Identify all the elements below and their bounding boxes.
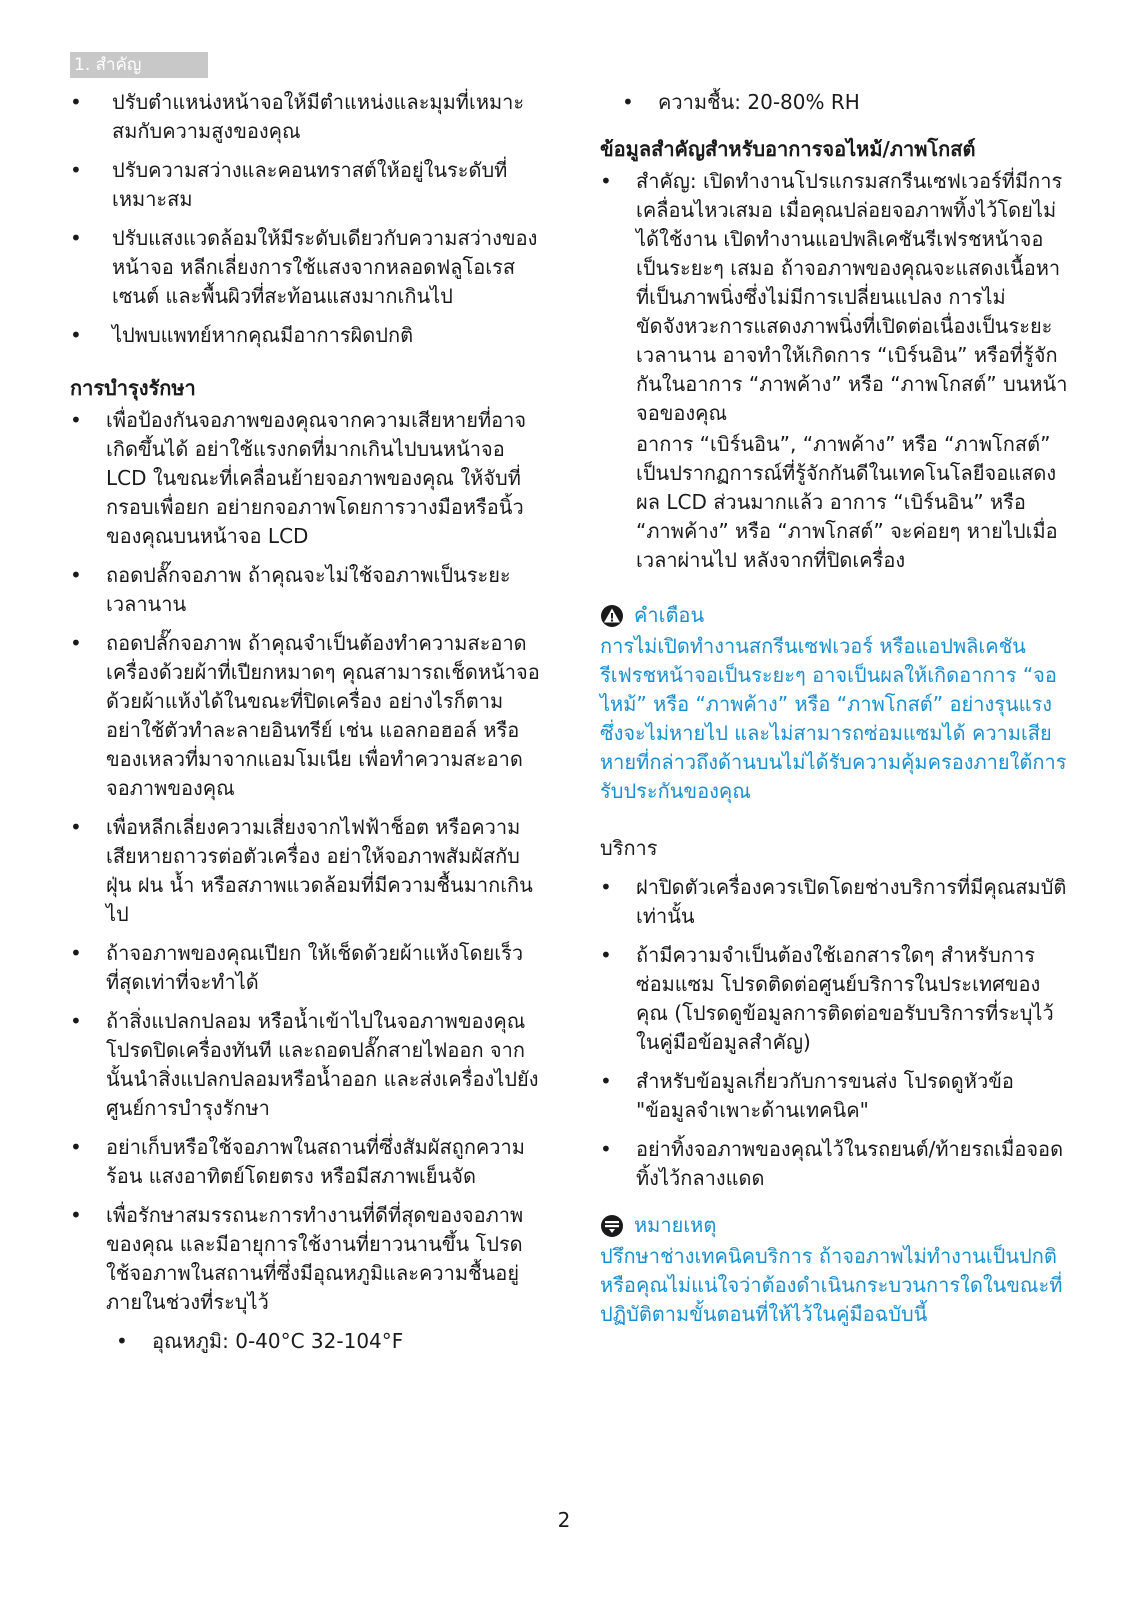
list-item: • สำหรับข้อมูลเกี่ยวกับการขนส่ง โปรดดูหัวข้อ "ข้อมูลจำเพาะด้านเทคนิค" <box>600 1067 1070 1125</box>
list-item: • เพื่อป้องกันจอภาพของคุณจากความเสียหายที่อาจเกิดขึ้นได้ อย่าใช้แรงกดที่มากเกินไปบนหน้าจอ LCD ในขณะที่เคลื่อนย้ายจอภาพของคุณ ให้จับที่กรอบเพื่อยก อย่ายกจอภาพโดยการวางมือหรือนิ้วของคุณบนหน้าจอ LCD <box>70 406 540 551</box>
list-item: • เพื่อหลีกเลี่ยงความเสี่ยงจากไฟฟ้าช็อต หรือความเสียหายถาวรต่อตัวเครื่อง อย่าให้จอภาพสัมผัสกับฝุ่น ฝน น้ำ หรือสภาพแวดล้อมที่มีความชื้นมากเกินไป <box>70 813 540 929</box>
list-item: • ความชื้น: 20-80% RH <box>622 88 1070 117</box>
intro-list <box>70 88 540 350</box>
burnin-heading: ข้อมูลสำคัญสำหรับอาการจอไหม้/ภาพโกสต์ <box>600 137 976 161</box>
service-heading: บริการ <box>600 836 658 860</box>
maintenance-list <box>70 406 540 1317</box>
list-item-continuation: อาการ “เบิร์นอิน”, “ภาพค้าง” หรือ “ภาพโกสต์” เป็นปรากฏการณ์ที่รู้จักกันดีในเทคโนโลยีจอแสดงผล LCD ส่วนมากแล้ว อาการ “เบิร์นอิน” หรือ “ภาพค้าง” หรือ “ภาพโกสต์” จะค่อยๆ หายไปเมื่อเวลาผ่านไป หลังจากที่ปิดเครื่อง <box>636 432 1058 572</box>
note-title <box>600 1211 1070 1240</box>
env-sub-list <box>116 1327 540 1356</box>
left-column <box>70 88 540 1366</box>
list-item: • สำคัญ: เปิดทำงานโปรแกรมสกรีนเซฟเวอร์ที่มีการเคลื่อนไหวเสมอ เมื่อคุณปล่อยจอภาพทิ้งไว้โดยไม่ได้ใช้งาน เปิดทำงานแอปพลิเคชันรีเฟรชหน้าจอเป็นระยะๆ เสมอ ถ้าจอภาพของคุณจะแสดงเนื้อหาที่เป็นภาพนิ่งซึ่งไม่มีการเปลี่ยนแปลง การไม่ขัดจังหวะการแสดงภาพนิ่งที่เปิดต่อเนื่องเป็นระยะเวลานาน อาจทำให้เกิดการ “เบิร์นอิน” หรือที่รู้จักกันในอาการ “ภาพค้าง” หรือ “ภาพโกสต์” บนหน้าจอของคุณ <box>600 167 1070 428</box>
page-number: 2 <box>557 1508 571 1532</box>
warning-title-label: คำเตือน <box>634 603 705 627</box>
list-item: • อุณหภูมิ: 0-40°C 32-104°F <box>116 1327 540 1356</box>
warning-text: การไม่เปิดทำงานสกรีนเซฟเวอร์ หรือแอปพลิเคชันรีเฟรชหน้าจอเป็นระยะๆ อาจเป็นผลให้เกิดอาการ “จอไหม้” หรือ “ภาพค้าง” หรือ “ภาพโกสต์” อย่างรุนแรง ซึ่งจะไม่หายไป และไม่สามารถซ่อมแซมได้ ความเสียหายที่กล่าวถึงด้านบนไม่ได้รับความคุ้มครองภายใต้การรับประกันของคุณ <box>600 634 1067 803</box>
list-item: • เพื่อรักษาสมรรถนะการทำงานที่ดีที่สุดของจอภาพของคุณ และมีอายุการใช้งานที่ยาวนานขึ้น โปรดใช้จอภาพในสถานที่ซึ่งมีอุณหภูมิและความชื้นอยู่ภายในช่วงที่ระบุไว้ <box>70 1201 540 1317</box>
list-item: • ถ้าสิ่งแปลกปลอม หรือน้ำเข้าไปในจอภาพของคุณ โปรดปิดเครื่องทันที และถอดปลั๊กสายไฟออก จากนั้นนำสิ่งแปลกปลอมหรือน้ำออก และส่งเครื่องไปยังศูนย์การบำรุงรักษา <box>70 1007 540 1123</box>
list-item: • ปรับตำแหน่งหน้าจอให้มีตำแหน่งและมุมที่เหมาะสมกับความสูงของคุณ <box>70 88 540 146</box>
list-item: • อย่าทิ้งจอภาพของคุณไว้ในรถยนต์/ท้ายรถเมื่อจอดทิ้งไว้กลางแดด <box>600 1135 1070 1193</box>
service-list <box>600 873 1070 1193</box>
maintenance-heading: การบำรุงรักษา <box>70 376 196 400</box>
list-item: • ถอดปลั๊กจอภาพ ถ้าคุณจะไม่ใช้จอภาพเป็นระยะเวลานาน <box>70 561 540 619</box>
env-sub-list <box>622 88 1070 117</box>
list-item: • ฝาปิดตัวเครื่องควรเปิดโดยช่างบริการที่มีคุณสมบัติเท่านั้น <box>600 873 1070 931</box>
note-text: ปรึกษาช่างเทคนิคบริการ ถ้าจอภาพไม่ทำงานเป็นปกติ หรือคุณไม่แน่ใจว่าต้องดำเนินกระบวนการใดในขณะที่ปฏิบัติตามขั้นตอนที่ให้ไว้ในคู่มือฉบับนี้ <box>600 1244 1063 1326</box>
warning-triangle-icon <box>600 604 624 628</box>
list-item: • ปรับความสว่างและคอนทราสต์ให้อยู่ในระดับที่เหมาะสม <box>70 156 540 214</box>
burnin-list <box>600 167 1070 575</box>
note-title-label: หมายเหตุ <box>634 1213 717 1237</box>
list-item: • ถ้ามีความจำเป็นต้องใช้เอกสารใดๆ สำหรับการซ่อมแซม โปรดติดต่อศูนย์บริการในประเทศของคุณ (โปรดดูข้อมูลการติดต่อขอรับบริการที่ระบุไว้ในคู่มือข้อมูลสำคัญ) <box>600 941 1070 1057</box>
note-icon <box>600 1214 624 1238</box>
right-column <box>600 88 1070 1329</box>
section-tab: 1. สำคัญ <box>70 52 208 78</box>
list-item: • ปรับแสงแวดล้อมให้มีระดับเดียวกับความสว่างของหน้าจอ หลีกเลี่ยงการใช้แสงจากหลอดฟลูโอเรสเซนต์ และพื้นผิวที่สะท้อนแสงมากเกินไป <box>70 224 540 311</box>
warning-title <box>600 601 1070 630</box>
list-item: • อย่าเก็บหรือใช้จอภาพในสถานที่ซึ่งสัมผัสถูกความร้อน แสงอาทิตย์โดยตรง หรือมีสภาพเย็นจัด <box>70 1133 540 1191</box>
list-item: • ไปพบแพทย์หากคุณมีอาการผิดปกติ <box>70 321 540 350</box>
list-item: • ถ้าจอภาพของคุณเปียก ให้เช็ดด้วยผ้าแห้งโดยเร็วที่สุดเท่าที่จะทำได้ <box>70 939 540 997</box>
list-item: • ถอดปลั๊กจอภาพ ถ้าคุณจำเป็นต้องทำความสะอาดเครื่องด้วยผ้าที่เปียกหมาดๆ คุณสามารถเช็ดหน้าจอด้วยผ้าแห้งได้ในขณะที่ปิดเครื่อง อย่างไรก็ตาม อย่าใช้ตัวทำละลายอินทรีย์ เช่น แอลกอฮอล์ หรือของเหลวที่มาจากแอมโมเนีย เพื่อทำความสะอาดจอภาพของคุณ <box>70 629 540 803</box>
